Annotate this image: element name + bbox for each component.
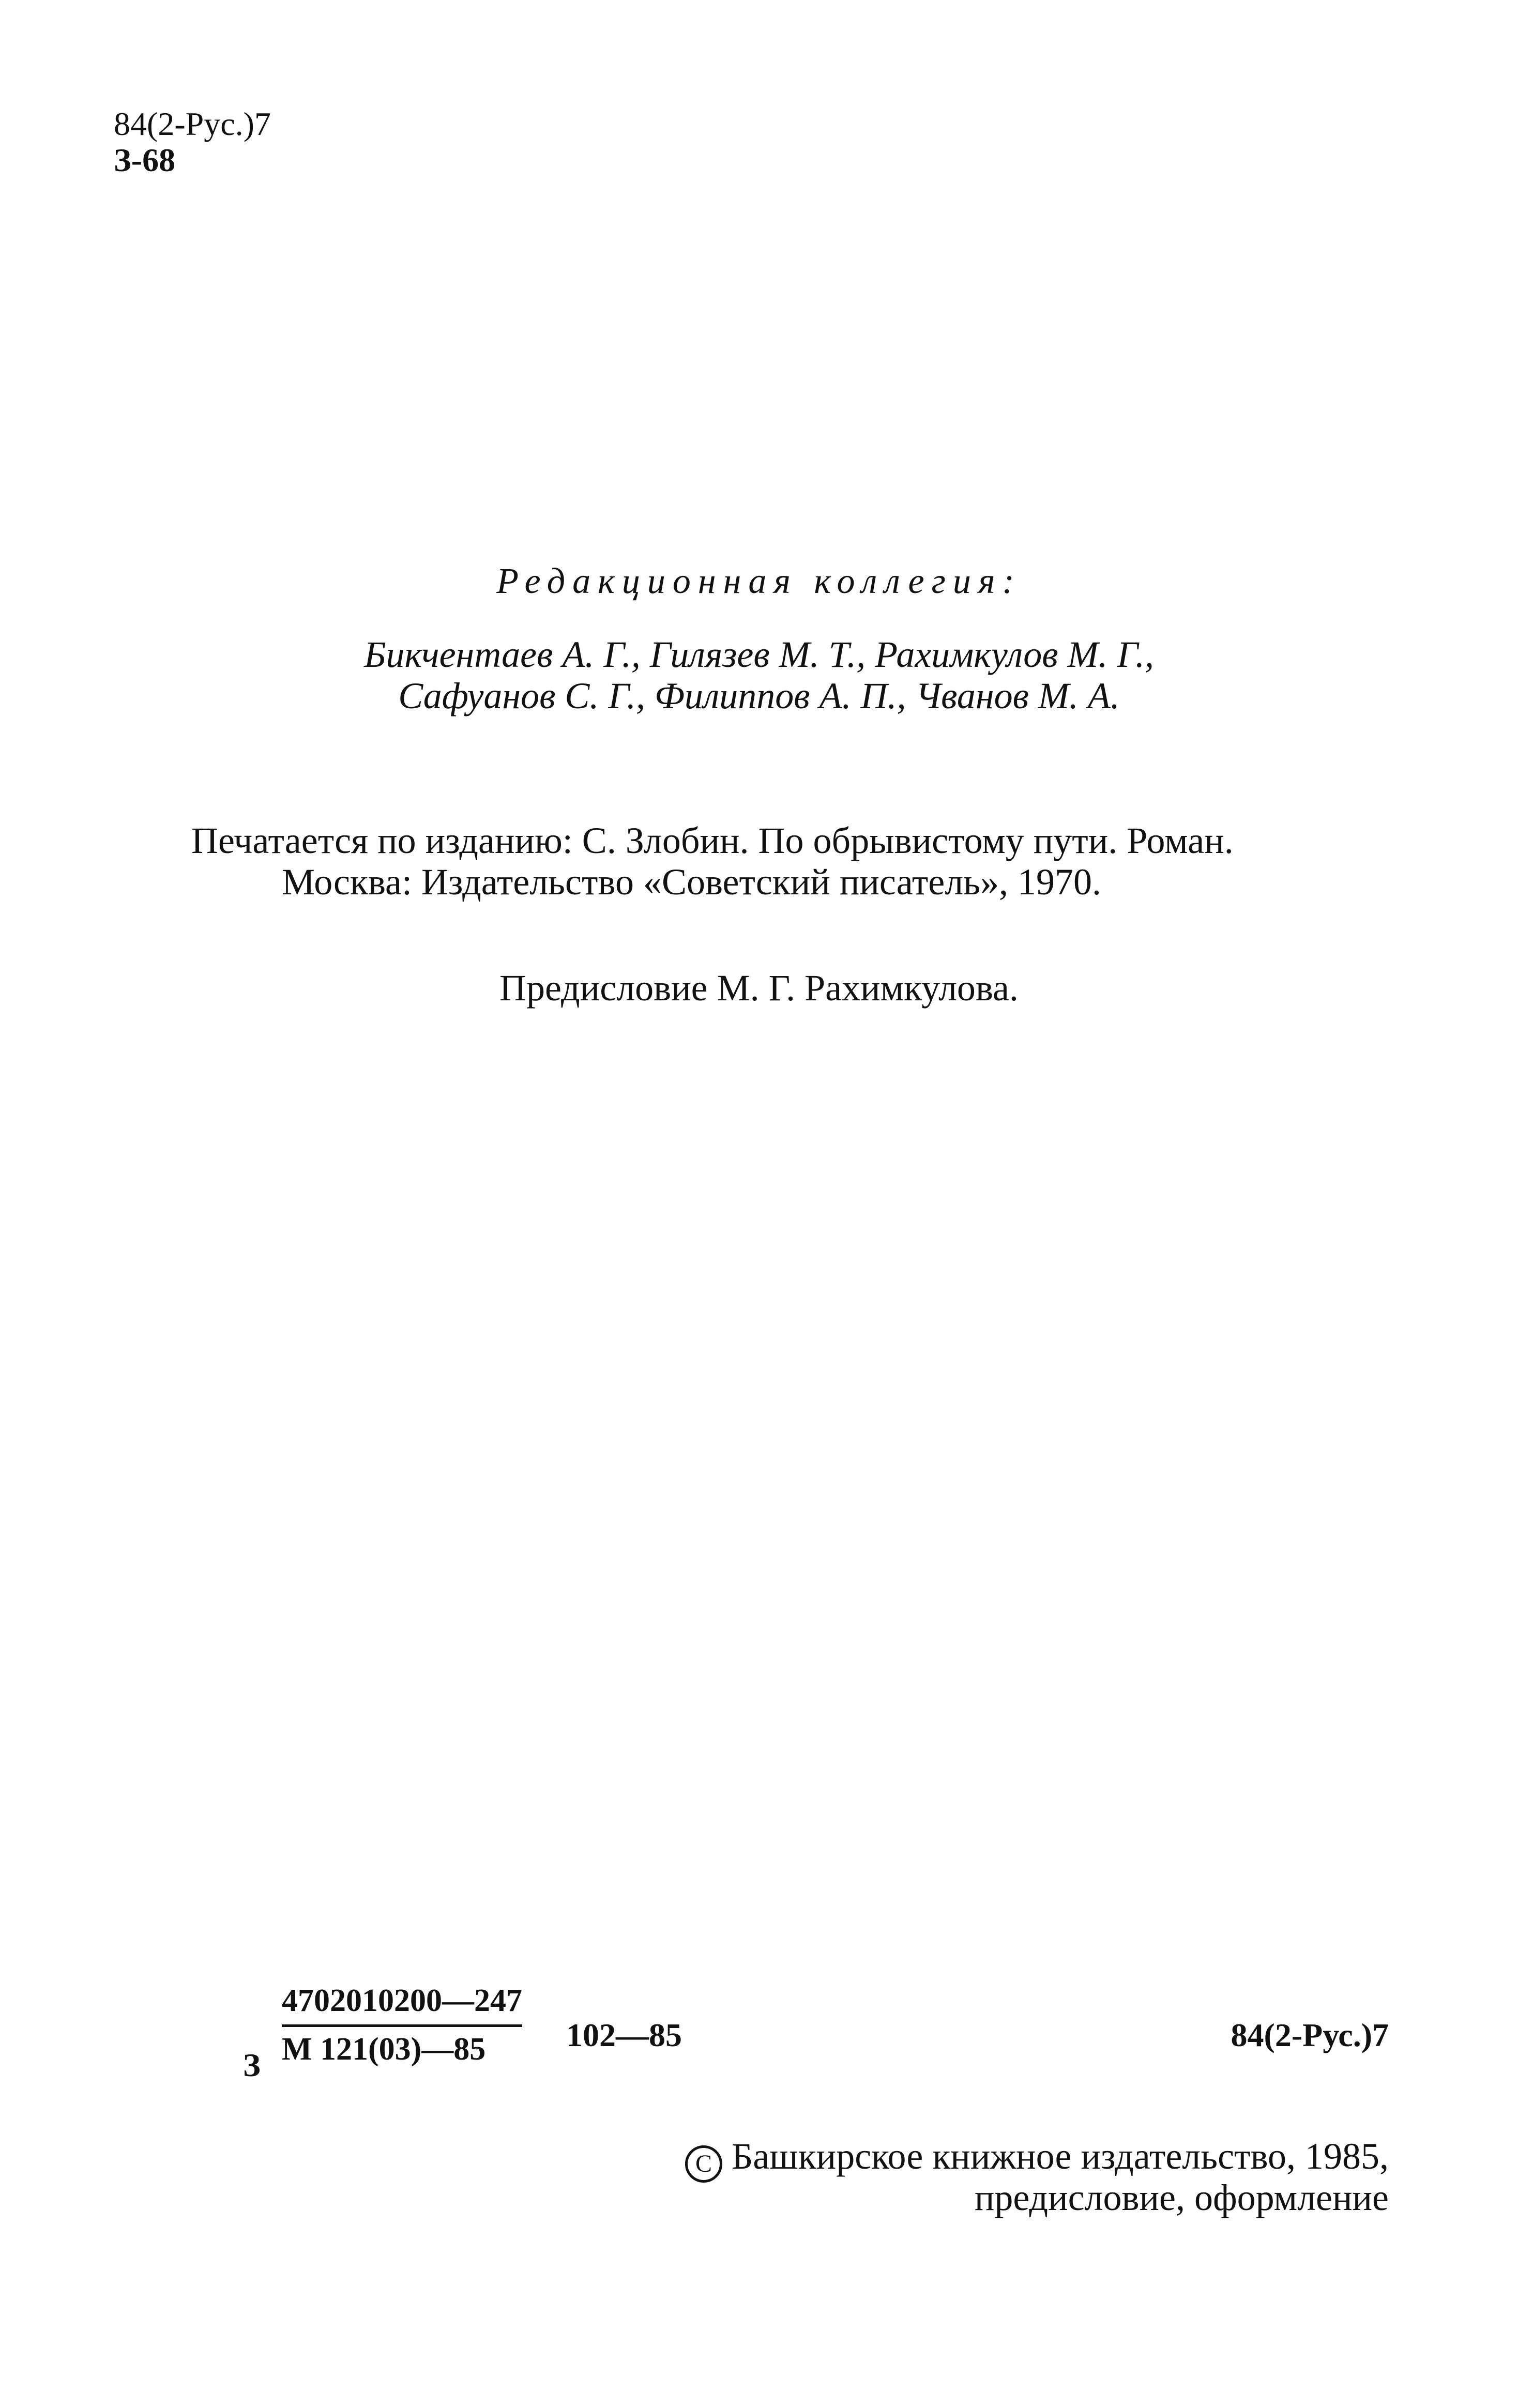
- editorial-board-members-line-2: Сафуанов С. Г., Филиппов А. П., Чванов М. А.: [398, 675, 1120, 717]
- catalog-formula-numerator: 4702010200—247: [282, 1983, 522, 2027]
- copyright-line-2: предисловие, оформление: [974, 2177, 1389, 2218]
- copyright-line-1: [685, 2135, 1389, 2183]
- source-edition-line-2: Москва: Издательство «Советский писатель», 1970.: [282, 861, 1102, 903]
- catalog-formula-tail: 102—85: [566, 2017, 682, 2053]
- preface-note: Предисловие М. Г. Рахимкулова.: [499, 967, 1019, 1009]
- bbk-code: 84(2-Рус.)7: [1231, 2017, 1389, 2053]
- catalog-formula-letter: З: [243, 2047, 261, 2083]
- source-edition-line-1: Печатается по изданию: С. Злобин. По обрывистому пути. Роман.: [191, 820, 1234, 861]
- catalog-formula-fraction: [282, 1983, 522, 2068]
- classification-code: 84(2-Рус.)7: [114, 105, 271, 142]
- catalog-formula-denominator: М 121(03)—85: [282, 2032, 486, 2067]
- copyright-icon: C: [685, 2145, 722, 2183]
- copyright-text-1: Башкирское книжное издательство, 1985,: [731, 2136, 1389, 2177]
- editorial-board-title: Редакционная коллегия:: [496, 561, 1022, 601]
- classification-block: [114, 106, 271, 178]
- author-sign: З-68: [114, 142, 176, 178]
- editorial-board-members-line-1: Бикчентаев А. Г., Гилязев М. Т., Рахимкулов М. Г.,: [364, 634, 1154, 675]
